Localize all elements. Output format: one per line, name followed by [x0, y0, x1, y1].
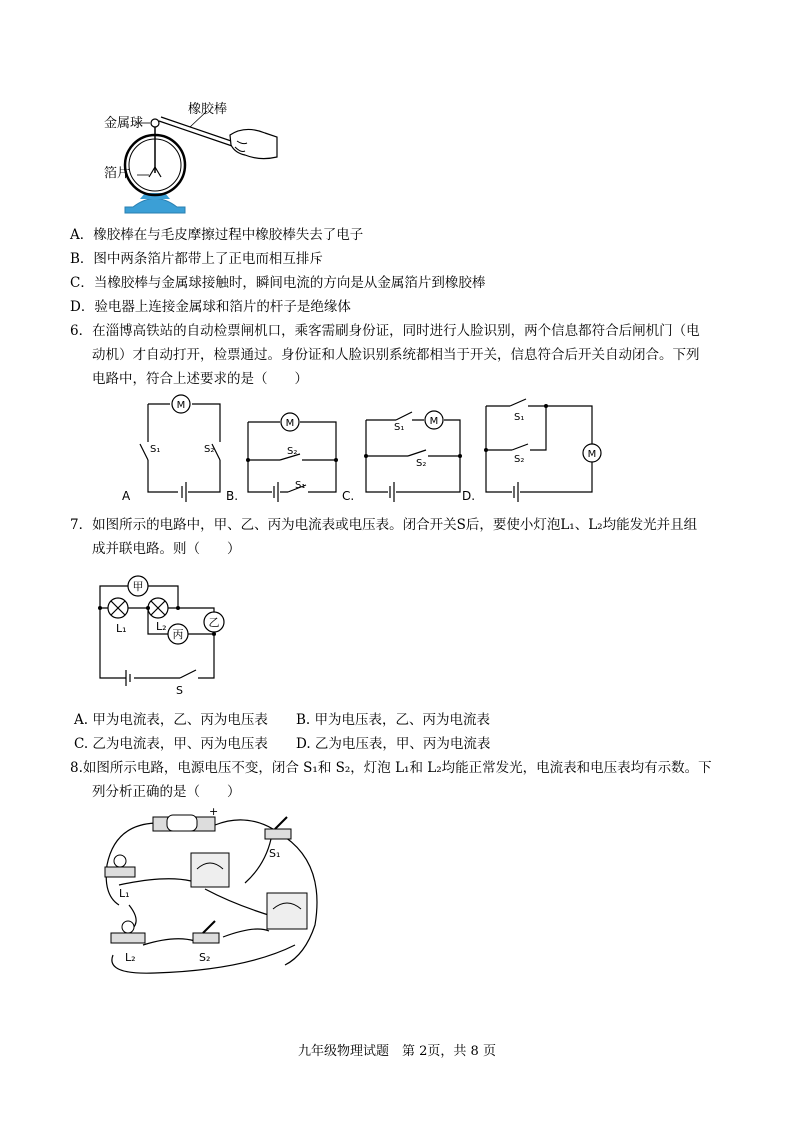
q5-option-a: A．橡胶棒在与毛皮摩擦过程中橡胶棒失去了电子: [70, 227, 364, 243]
meter-yi-label: 乙: [208, 616, 220, 629]
l1-label: L₁: [119, 887, 130, 900]
meter-jia-label: 甲: [132, 580, 144, 593]
motor-label-d: M: [587, 449, 597, 460]
q5-option-d: D．验电器上连接金属球和箔片的杆子是绝缘体: [70, 299, 351, 315]
ball-label: 金属球: [104, 116, 144, 131]
motor-label-b: M: [285, 418, 295, 429]
battery-plus-label: +: [209, 805, 219, 818]
q6-option-b: B.: [226, 489, 239, 503]
q7-option-a: A. 甲为电流表，乙、丙为电压表: [74, 712, 268, 728]
q7-option-c: C. 乙为电流表，甲、丙为电压表: [74, 736, 268, 752]
l2-label: L₂: [125, 951, 136, 964]
q6-circuits: [110, 392, 610, 510]
q6-stem-line2: 动机）才自动打开，检票通过。身份证和人脸识别系统都相当于开关，信息符合后开关自动闭合。下列: [92, 347, 700, 363]
q8-circuit-figure: [95, 805, 335, 980]
q5-option-c: C．当橡胶棒与金属球接触时，瞬间电流的方向是从金属箔片到橡胶棒: [70, 275, 486, 291]
motor-label-a: M: [176, 400, 186, 411]
q8-stem-line2: 列分析正确的是（ ）: [92, 784, 241, 800]
switch-label-a-s2: S₂: [204, 444, 215, 455]
q7-stem-line1: 7．如图所示的电路中，甲、乙、丙为电流表或电压表。闭合开关S后，要使小灯泡L₁、L₂均能发光并且组: [70, 517, 698, 533]
meter-bing-label: 丙: [172, 628, 184, 641]
q7-stem-line2: 成并联电路。则（ ）: [92, 541, 241, 557]
q7-option-d: D. 乙为电压表，甲、丙为电流表: [296, 736, 491, 752]
q6-option-c: C.: [342, 489, 355, 503]
switch-label-d-s2: S₂: [514, 454, 525, 465]
s1-label: S₁: [269, 847, 281, 860]
switch-label-c-s2: S₂: [416, 458, 427, 469]
page-footer: 九年级物理试题 第 2页，共 8 页: [298, 1044, 496, 1059]
switch-label-a-s1: S₁: [150, 444, 161, 455]
switch-label-c-s1: S₁: [394, 422, 405, 433]
q5-option-b: B．图中两条箔片都带上了正电而相互排斥: [70, 251, 323, 267]
q8-stem-line1: 8.如图所示电路，电源电压不变，闭合 S₁和 S₂，灯泡 L₁和 L₂均能正常发光，电流表和电压表均有示数。下: [70, 760, 712, 776]
switch-label-b-s1: S₁: [295, 480, 306, 491]
q7-circuit: [90, 568, 240, 698]
q6-stem-line1: 6．在淄博高铁站的自动检票闸机口，乘客需刷身份证，同时进行人脸识别，两个信息都符合后闸机门（电: [70, 323, 700, 339]
s2-label: S₂: [199, 951, 211, 964]
switch-label-d-s1: S₁: [514, 412, 525, 423]
lamp-l2-label: L₂: [156, 620, 167, 633]
rod-label: 橡胶棒: [188, 102, 228, 117]
lamp-l1-label: L₁: [116, 622, 127, 635]
q6-option-d: D.: [462, 489, 476, 503]
switch-s-label: S: [176, 684, 183, 697]
q6-stem-line3: 电路中，符合上述要求的是（ ）: [92, 371, 308, 387]
q6-option-a: A: [122, 489, 131, 503]
switch-label-b-s2: S₂: [287, 446, 298, 457]
q7-option-b: B. 甲为电压表，乙、丙为电流表: [296, 712, 491, 728]
foil-label: 箔片: [104, 166, 131, 181]
motor-label-c: M: [429, 416, 439, 427]
